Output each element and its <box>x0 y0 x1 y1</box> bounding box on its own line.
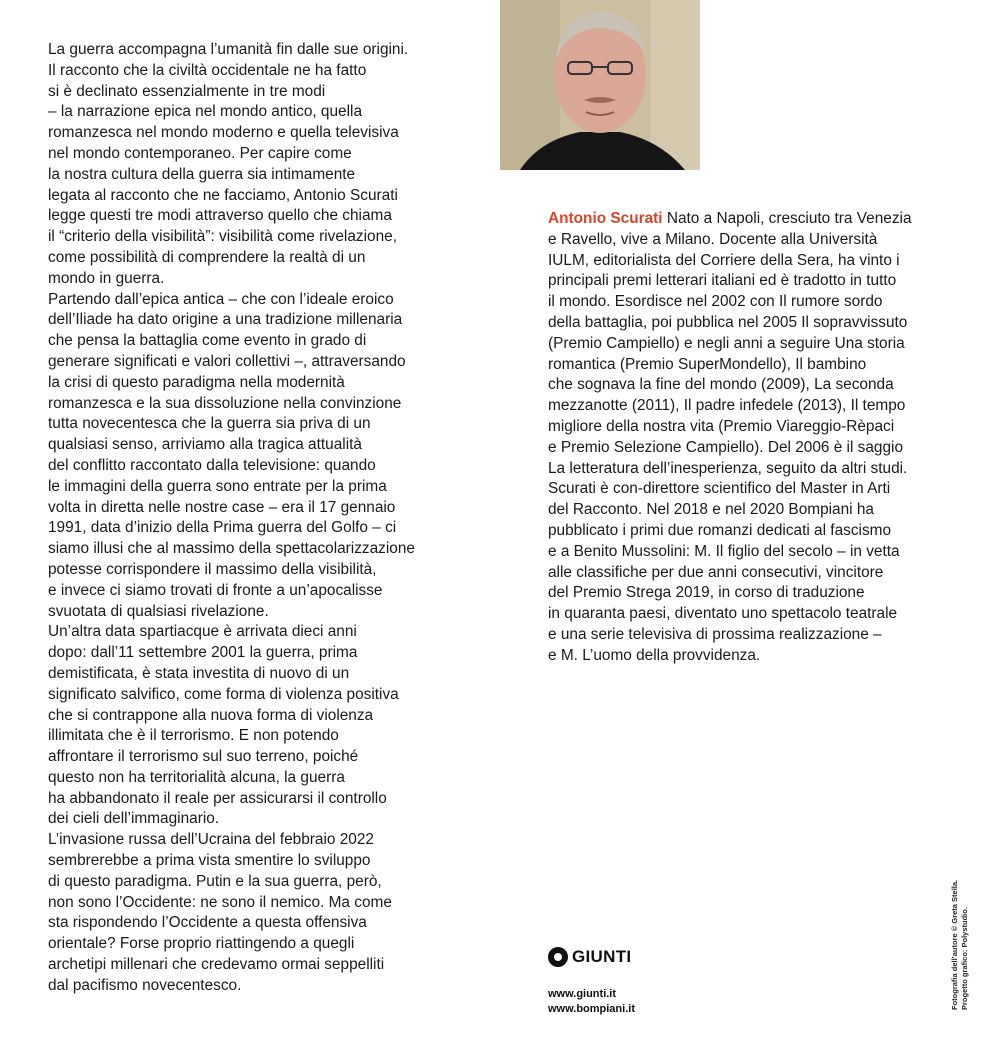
bio-line: pubblicato i primi due romanzi dedicati al fascismo <box>548 521 892 539</box>
blurb-line: si è declinato essenzialmente in tre modi <box>48 82 326 100</box>
blurb-line: mondo in guerra. <box>48 269 165 287</box>
blurb-line: come possibilità di comprendere la realtà di un <box>48 248 366 266</box>
bio-line: e M. L’uomo della provvidenza. <box>548 646 761 664</box>
bio-line: del Racconto. Nel 2018 e nel 2020 Bompiani ha <box>548 501 874 519</box>
blurb-line: orientale? Forse proprio riattingendo a quegli <box>48 935 355 953</box>
bio-line: che sognava la fine del mondo (2009), La seconda <box>548 376 894 394</box>
blurb-line: potesse corrispondere il massimo della visibilità, <box>48 560 377 578</box>
blurb-line: svuotata di qualsiasi rivelazione. <box>48 602 269 620</box>
blurb-line: le immagini della guerra sono entrate per la prima <box>48 477 387 495</box>
bio-line: della battaglia, poi pubblica nel 2005 Il sopravvissuto <box>548 313 908 331</box>
blurb-line: – la narrazione epica nel mondo antico, quella <box>48 103 363 121</box>
design-credit: Progetto grafico: Polystudio. <box>960 907 969 1010</box>
blurb-line: legata al racconto che ne facciamo, Antonio Scurati <box>48 186 398 204</box>
blurb-line: L’invasione russa dell’Ucraina del febbraio 2022 <box>48 831 374 849</box>
bio-line: e Ravello, vive a Milano. Docente alla Università <box>548 230 878 248</box>
blurb-line: siamo illusi che al massimo della spettacolarizzazione <box>48 540 415 558</box>
bio-line: in quaranta paesi, diventato uno spettacolo teatrale <box>548 605 898 623</box>
blurb-line: non sono l’Occidente: ne sono il nemico. Ma come <box>48 893 392 911</box>
blurb-line: significato salvifico, come forma di violenza positiva <box>48 685 399 703</box>
blurb-line: demistificata, è stata investita di nuovo di un <box>48 664 350 682</box>
bio-line: del Premio Strega 2019, in corso di traduzione <box>548 584 865 602</box>
blurb-line: che pensa la battaglia come evento in grado di <box>48 332 367 350</box>
bio-line: alle classifiche per due anni consecutivi, vincitore <box>548 563 884 581</box>
blurb-line: qualsiasi senso, arriviamo alla tragica attualità <box>48 436 362 454</box>
bio-line: e una serie televisiva di prossima realizzazione – <box>548 625 882 643</box>
blurb-line: la nostra cultura della guerra sia intimamente <box>48 165 356 183</box>
blurb-line: dopo: dall’11 settembre 2001 la guerra, prima <box>48 644 358 662</box>
blurb-line: che si contrappone alla nuova forma di violenza <box>48 706 374 724</box>
blurb-line: sembrerebbe a prima vista smentire lo sviluppo <box>48 852 371 870</box>
bio-line: e Premio Selezione Campiello). Del 2006 è il saggio <box>548 438 904 456</box>
bio-line: principali premi letterari italiani ed è tradotto in tutto <box>548 272 897 290</box>
blurb-line: affrontare il terrorismo sul suo terreno, poiché <box>48 748 359 766</box>
bio-line: mezzanotte (2011), Il padre infedele (2013), Il tempo <box>548 397 906 415</box>
blurb-line: del conflitto raccontato dalla televisione: quando <box>48 456 376 474</box>
blurb-line: 1991, data d’inizio della Prima guerra del Golfo – ci <box>48 519 397 537</box>
blurb-text <box>48 40 488 997</box>
author-bio <box>548 209 968 667</box>
blurb-line: tutta novecentesca che la guerra sia priva di un <box>48 415 371 433</box>
blurb-line: dell’Iliade ha dato origine a una tradizione millenaria <box>48 311 403 329</box>
blurb-line: dal pacifismo novecentesco. <box>48 976 242 994</box>
blurb-line: generare significati e valori collettivi –, attraversando <box>48 352 406 370</box>
blurb-line: ha abbandonato il reale per assicurarsi il controllo <box>48 789 387 807</box>
bio-first-line-rest: Nato a Napoli, cresciuto tra Venezia <box>662 210 912 227</box>
bio-line: Scurati è con-direttore scientifico del Master in Arti <box>548 480 891 498</box>
blurb-line: e invece ci siamo trovati di fronte a un’apocalisse <box>48 581 383 599</box>
blurb-line: la crisi di questo paradigma nella modernità <box>48 373 345 391</box>
blurb-line: Partendo dall’epica antica – che con l’ideale eroico <box>48 290 394 308</box>
author-photo <box>500 0 700 170</box>
blurb-line: archetipi millenari che credevamo ormai seppelliti <box>48 956 385 974</box>
blurb-line: legge questi tre modi attraverso quello che chiama <box>48 207 392 225</box>
author-name: Antonio Scurati <box>548 210 663 227</box>
publisher-logo-text: GIUNTI <box>572 947 632 966</box>
bio-line: e a Benito Mussolini: M. Il figlio del secolo – in vetta <box>548 542 900 560</box>
publisher-urls <box>548 987 635 1017</box>
blurb-line: di questo paradigma. Putin e la sua guerra, però, <box>48 872 382 890</box>
blurb-line: dei cieli dell’immaginario. <box>48 810 220 828</box>
blurb-line: questo non ha territorialità alcuna, la guerra <box>48 768 345 786</box>
giunti-logo-icon <box>548 947 568 967</box>
bio-line: il mondo. Esordisce nel 2002 con Il rumore sordo <box>548 293 883 311</box>
author-photo-illustration <box>500 0 700 170</box>
bio-line: IULM, editorialista del Corriere della Sera, ha vinto i <box>548 251 900 269</box>
url-giunti: www.giunti.it <box>548 988 617 1000</box>
blurb-line: romanzesca nel mondo moderno e quella televisiva <box>48 124 399 142</box>
blurb-line: La guerra accompagna l’umanità fin dalle sue origini. <box>48 41 409 58</box>
blurb-line: Un’altra data spartiacque è arrivata dieci anni <box>48 623 357 641</box>
bio-line: La letteratura dell’inesperienza, seguito da altri studi. <box>548 459 908 477</box>
bio-line: migliore della nostra vita (Premio Viareggio-Rèpaci <box>548 417 895 435</box>
bio-first-line <box>548 209 968 230</box>
photo-credit: Fotografia dell’autore © Greta Stella. <box>950 879 959 1010</box>
blurb-line: nel mondo contemporaneo. Per capire come <box>48 144 352 162</box>
blurb-line: il “criterio della visibilità”: visibilità come rivelazione, <box>48 228 397 246</box>
blurb-line: romanzesca e la sua dissoluzione nella convinzione <box>48 394 402 412</box>
blurb-line: sta rispondendo l’Occidente a questa offensiva <box>48 914 367 932</box>
bio-line: romantica (Premio SuperMondello), Il bambino <box>548 355 867 373</box>
bio-line: (Premio Campiello) e negli anni a seguire Una storia <box>548 334 905 352</box>
credits <box>950 880 970 1010</box>
publisher-logo <box>548 944 631 970</box>
blurb-line: Il racconto che la civiltà occidentale ne ha fatto <box>48 61 367 79</box>
url-bompiani: www.bompiani.it <box>548 1003 635 1015</box>
blurb-line: volta in diretta nelle nostre case – era il 17 gennaio <box>48 498 396 516</box>
blurb-line: illimitata che è il terrorismo. E non potendo <box>48 727 339 745</box>
